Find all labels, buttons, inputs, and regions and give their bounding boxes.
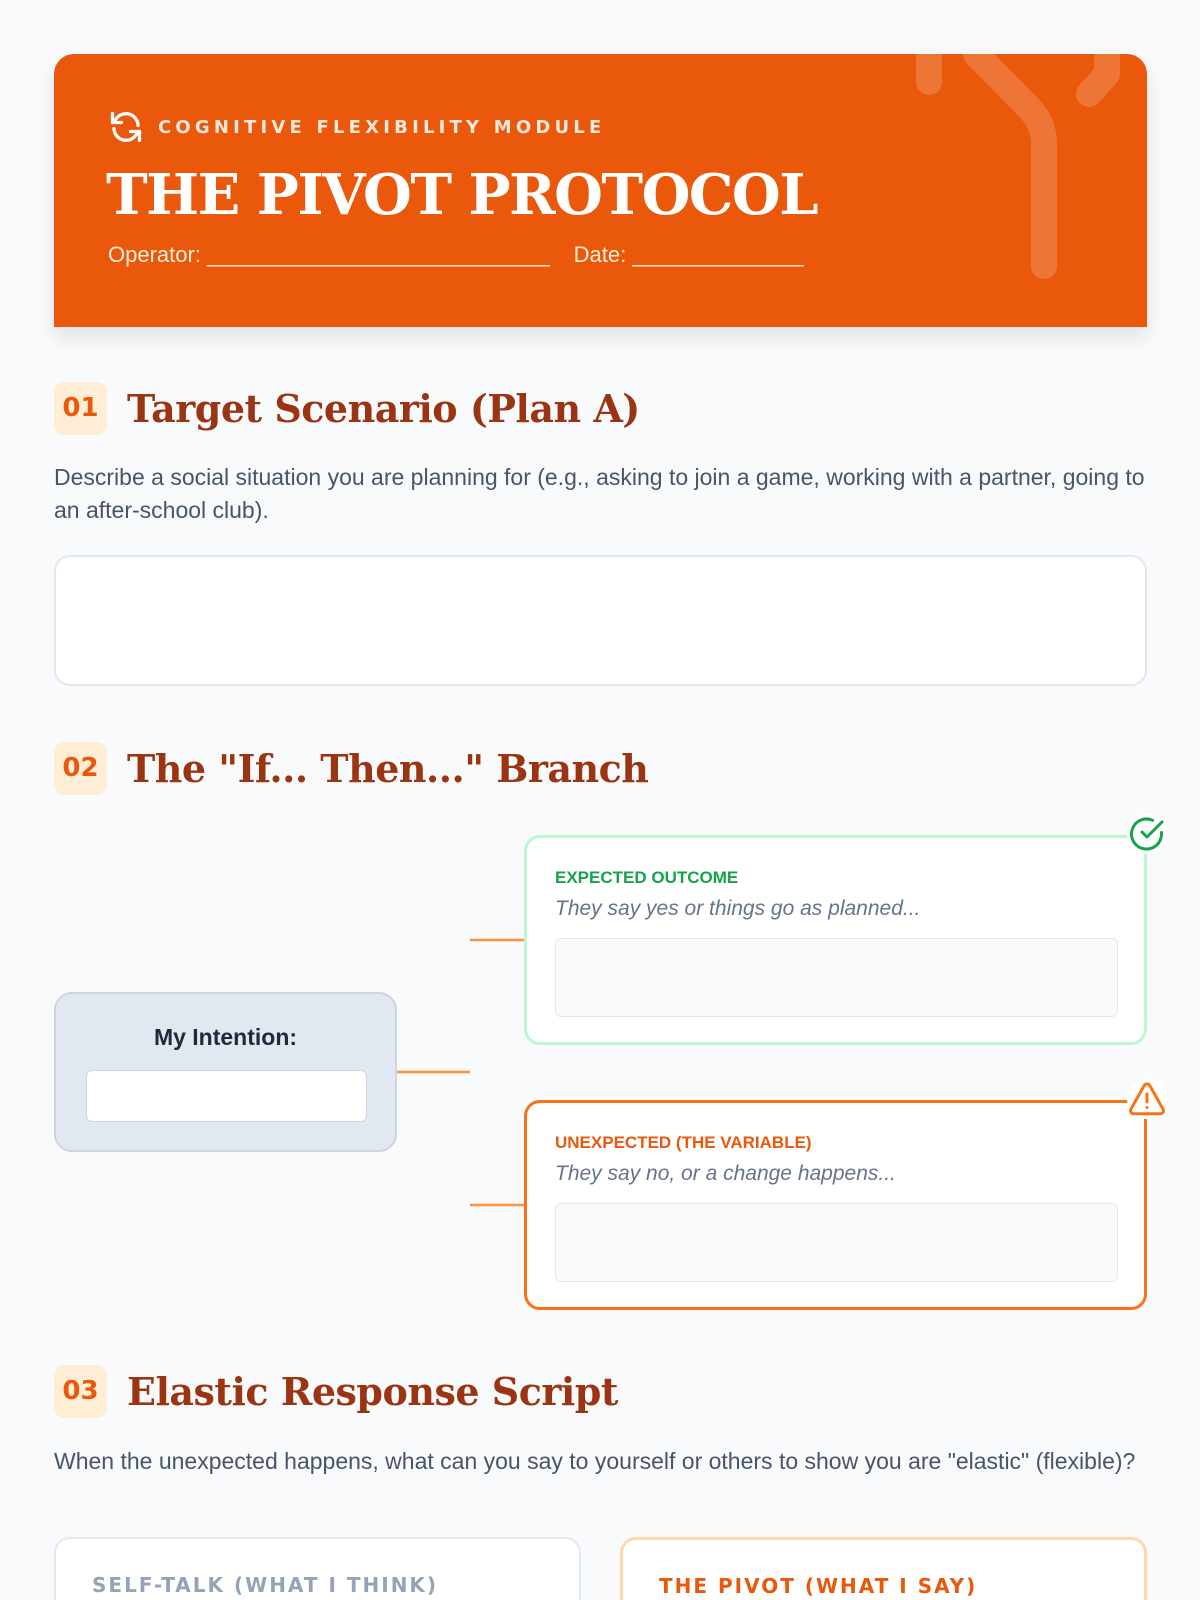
section-title: Target Scenario (Plan A): [127, 385, 640, 431]
pivot-card[interactable]: [620, 1537, 1147, 1600]
section-02-heading: [54, 741, 648, 795]
expected-outcome-hint: They say yes or things go as planned...: [555, 897, 921, 920]
operator-field[interactable]: Operator: ____________________________: [108, 242, 550, 267]
self-talk-card[interactable]: [54, 1537, 581, 1600]
refresh-icon: [108, 109, 144, 145]
self-talk-label: SELF-TALK (WHAT I THINK): [92, 1573, 439, 1597]
intention-card: [54, 992, 397, 1152]
section-number: 01: [54, 382, 107, 435]
section-03-description: When the unexpected happens, what can you say to yourself or others to show you are "elastic" (flexible)?: [54, 1448, 1136, 1474]
module-label: COGNITIVE FLEXIBILITY MODULE: [158, 116, 606, 138]
section-01-heading: [54, 381, 640, 435]
section-title: The "If... Then..." Branch: [127, 745, 649, 791]
expected-outcome-card: [524, 835, 1147, 1045]
check-circle-icon: [1127, 814, 1167, 854]
section-03-heading: [54, 1364, 618, 1418]
scenario-input[interactable]: [54, 555, 1147, 686]
section-01-description: Describe a social situation you are planning for (e.g., asking to join a game, working with a partner, going to an after-school club).: [54, 464, 1145, 523]
section-number: 03: [54, 1365, 107, 1418]
header-banner: [54, 54, 1147, 327]
intention-input[interactable]: [86, 1070, 367, 1122]
warning-triangle-icon: [1127, 1079, 1167, 1119]
unexpected-outcome-input[interactable]: [555, 1203, 1118, 1282]
intention-label: My Intention:: [153, 1024, 298, 1050]
section-title: Elastic Response Script: [127, 1368, 618, 1414]
module-row: [108, 109, 605, 145]
expected-outcome-input[interactable]: [555, 938, 1118, 1017]
unexpected-outcome-label: UNEXPECTED (THE VARIABLE): [555, 1133, 812, 1152]
unexpected-outcome-card: [524, 1100, 1147, 1310]
unexpected-outcome-hint: They say no, or a change happens...: [555, 1162, 896, 1185]
page-title: THE PIVOT PROTOCOL: [106, 162, 818, 228]
expected-outcome-label: EXPECTED OUTCOME: [555, 868, 739, 887]
date-field[interactable]: Date: ______________: [573, 242, 804, 267]
pivot-label: THE PIVOT (WHAT I SAY): [659, 1574, 978, 1598]
section-number: 02: [54, 742, 107, 795]
meta-row: [108, 242, 804, 268]
